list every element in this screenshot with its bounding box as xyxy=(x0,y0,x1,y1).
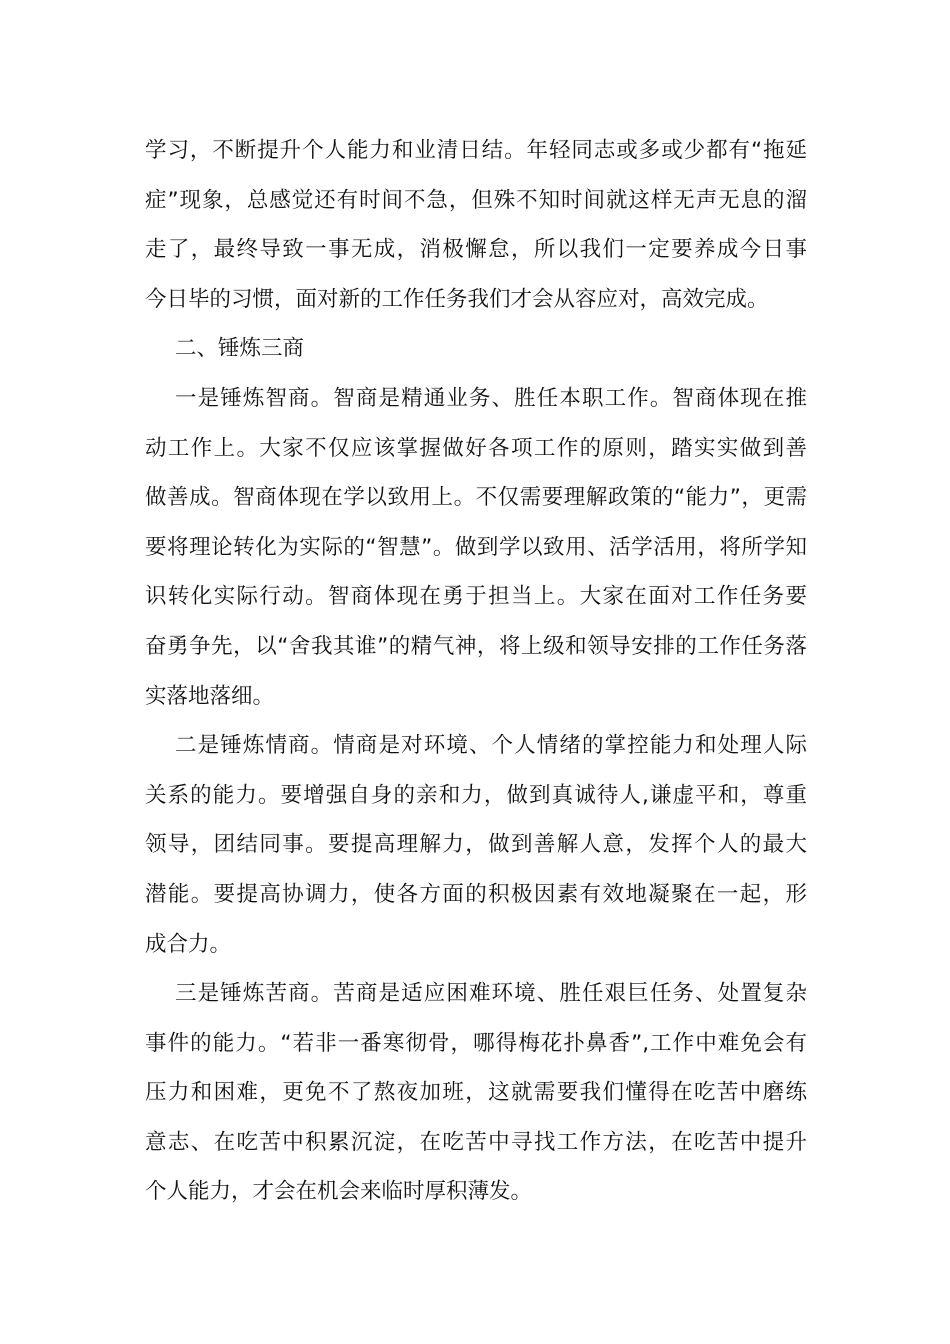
text-line: 识转化实际行动。智商体现在勇于担当上。大家在面对工作任务要 xyxy=(145,584,807,610)
paragraph-iq xyxy=(145,374,807,721)
document-body xyxy=(145,126,807,1217)
text-line: 要将理论转化为实际的“智慧”。做到学以致用、活学活用，将所学知 xyxy=(145,534,807,560)
text-line: 领导，团结同事。要提高理解力，做到善解人意，发挥个人的最大 xyxy=(145,832,807,858)
heading-line: 二、锤炼三商 xyxy=(175,336,305,362)
text-line: 动工作上。大家不仅应该掌握做好各项工作的原则，踏实实做到善 xyxy=(145,435,807,461)
text-line: 今日毕的习惯，面对新的工作任务我们才会从容应对，高效完成。 xyxy=(145,286,769,312)
paragraph-eq xyxy=(145,721,807,969)
text-line: 成合力。 xyxy=(145,931,232,957)
text-line: 走了，最终导致一事无成，消极懈怠，所以我们一定要养成今日事 xyxy=(145,237,807,263)
text-line: 压力和困难，更免不了熬夜加班，这就需要我们懂得在吃苦中磨练 xyxy=(145,1080,807,1106)
text-line: 个人能力，才会在机会来临时厚积薄发。 xyxy=(145,1179,533,1205)
text-line: 奋勇争先，以“舍我其谁”的精气神，将上级和领导安排的工作任务落 xyxy=(145,633,807,659)
section-heading xyxy=(145,324,807,374)
text-line: 学习，不断提升个人能力和业清日结。年轻同志或多或少都有“拖延 xyxy=(145,138,807,163)
text-line: 实落地落细。 xyxy=(145,683,275,709)
text-line: 一是锤炼智商。智商是精通业务、胜任本职工作。智商体现在推 xyxy=(175,385,807,411)
text-line: 事件的能力。“若非一番寒彻骨，哪得梅花扑鼻香”,工作中难免会有 xyxy=(145,1030,807,1056)
text-line: 潜能。要提高协调力，使各方面的积极因素有效地凝聚在一起，形 xyxy=(145,881,807,907)
paragraph-aq xyxy=(145,969,807,1217)
paragraph-continuation xyxy=(145,126,807,324)
text-line: 三是锤炼苦商。苦商是适应困难环境、胜任艰巨任务、处置复杂 xyxy=(175,981,807,1007)
text-line: 意志、在吃苦中积累沉淀，在吃苦中寻找工作方法，在吃苦中提升 xyxy=(145,1129,807,1155)
text-line: 做善成。智商体现在学以致用上。不仅需要理解政策的“能力”，更需 xyxy=(145,485,807,511)
text-line: 关系的能力。要增强自身的亲和力，做到真诚待人,谦虚平和，尊重 xyxy=(145,782,807,808)
text-line: 症”现象，总感觉还有时间不急，但殊不知时间就这样无声无息的溜 xyxy=(145,187,807,213)
text-line: 二是锤炼情商。情商是对环境、个人情绪的掌控能力和处理人际 xyxy=(175,733,807,759)
